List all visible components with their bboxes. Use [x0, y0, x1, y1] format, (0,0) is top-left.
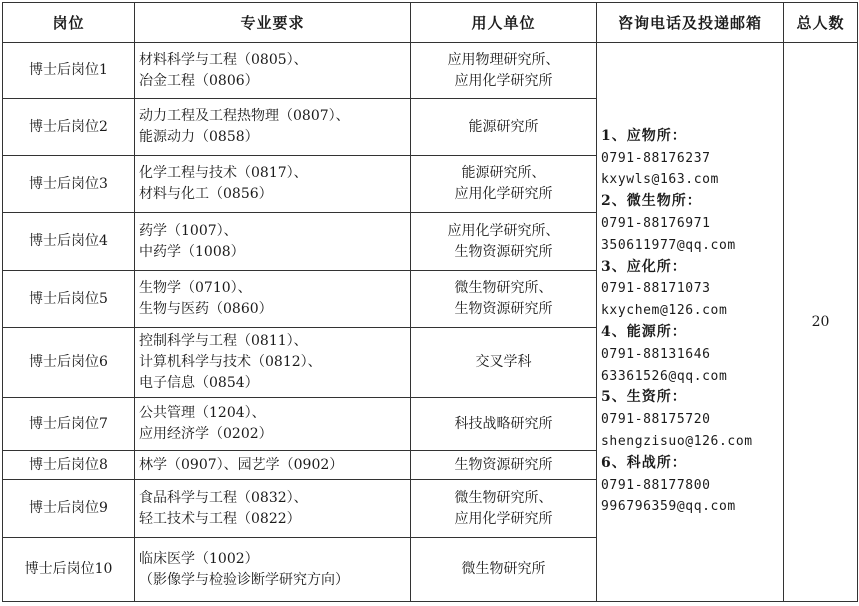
cell-major	[135, 156, 411, 213]
cell-line: 微生物研究所	[461, 561, 546, 577]
contact-phone: 0791-88176971	[601, 216, 711, 232]
cell-unit	[411, 398, 597, 451]
cell-line: 公共管理（1204）、	[139, 405, 266, 421]
cell-line: 材料科学与工程（0805）、	[139, 51, 308, 68]
contact-phone: 0791-88131646	[601, 346, 711, 362]
contact-label: 3、应化所：	[601, 258, 687, 275]
cell-line: 生物资源研究所	[454, 301, 553, 317]
cell-line: 生物资源研究所	[454, 456, 553, 473]
cell-major	[135, 328, 411, 398]
cell-major	[135, 398, 411, 451]
table-body	[3, 43, 858, 602]
cell-line: 生物与医药（0860）	[139, 301, 273, 317]
header-position: 岗位	[3, 3, 135, 43]
cell-major	[135, 43, 411, 99]
contact-label: 2、微生物所：	[601, 193, 702, 210]
contact-email: 63361526@qq.com	[601, 368, 728, 384]
cell-line: 科技战略研究所	[454, 415, 553, 432]
cell-position: 博士后岗位9	[3, 480, 135, 538]
contact-label: 4、能源所：	[601, 324, 687, 340]
cell-unit	[411, 43, 597, 99]
cell-unit	[411, 538, 597, 602]
cell-line: 控制科学与工程（0811）、	[139, 333, 308, 349]
contact-email: shengzisuo@126.com	[601, 433, 753, 449]
cell-position: 博士后岗位1	[3, 43, 135, 99]
cell-line: 交叉学科	[475, 354, 532, 370]
contact-phone: 0791-88177800	[601, 477, 711, 493]
cell-line: 能源动力（0858）	[139, 129, 259, 145]
cell-line: 林学（0907）、园艺学（0902）	[139, 456, 344, 473]
contact-email: kxychem@126.com	[601, 303, 728, 319]
postdoc-positions-table	[2, 2, 858, 602]
cell-major	[135, 213, 411, 271]
header-row	[3, 3, 858, 43]
cell-line: 材料与化工（0856）	[139, 186, 273, 202]
cell-line: 轻工技术与工程（0822）	[139, 510, 301, 527]
cell-position: 博士后岗位8	[3, 451, 135, 480]
cell-line: 应用化学研究所	[454, 186, 553, 202]
cell-line: 应用化学研究所	[454, 72, 553, 89]
cell-major	[135, 451, 411, 480]
cell-line: 微生物研究所、	[454, 280, 553, 296]
cell-major	[135, 271, 411, 328]
cell-position: 博士后岗位2	[3, 99, 135, 156]
header-major: 专业要求	[135, 3, 411, 43]
cell-line: 冶金工程（0806）	[139, 72, 259, 89]
contact-label: 5、生资所：	[601, 389, 687, 406]
cell-line: 化学工程与技术（0817）、	[139, 165, 308, 181]
cell-unit	[411, 451, 597, 480]
cell-position: 博士后岗位5	[3, 271, 135, 328]
cell-line: 动力工程及工程热物理（0807）、	[139, 108, 350, 124]
cell-position: 博士后岗位7	[3, 398, 135, 451]
cell-position: 博士后岗位4	[3, 213, 135, 271]
contact-phone: 0791-88171073	[601, 281, 711, 297]
cell-line: 计算机科学与技术（0812）、	[139, 354, 322, 370]
cell-position: 博士后岗位10	[3, 538, 135, 602]
cell-unit	[411, 156, 597, 213]
cell-line: 应用化学研究所	[454, 510, 553, 527]
cell-line: 微生物研究所、	[454, 489, 553, 506]
cell-line: 生物资源研究所	[454, 243, 553, 260]
contact-email: kxywls@163.com	[601, 172, 719, 188]
cell-major	[135, 99, 411, 156]
contact-email: 996796359@qq.com	[601, 499, 736, 515]
cell-line: 电子信息（0854）	[139, 375, 259, 391]
cell-position: 博士后岗位6	[3, 328, 135, 398]
cell-unit	[411, 480, 597, 538]
cell-position: 博士后岗位3	[3, 156, 135, 213]
contact-phone: 0791-88176237	[601, 150, 711, 166]
cell-unit	[411, 99, 597, 156]
cell-unit	[411, 271, 597, 328]
cell-contacts	[597, 43, 784, 602]
cell-line: 临床医学（1002）	[139, 550, 259, 567]
cell-line: 药学（1007）、	[139, 222, 238, 239]
header-contact: 咨询电话及投递邮箱	[597, 3, 784, 43]
cell-major	[135, 538, 411, 602]
contact-label: 1、应物所：	[601, 127, 687, 144]
cell-line: 能源研究所、	[461, 165, 546, 181]
contact-label: 6、科战所：	[601, 454, 687, 471]
header-unit: 用人单位	[411, 3, 597, 43]
cell-line: 食品科学与工程（0832）、	[139, 489, 308, 506]
table-row	[3, 43, 858, 99]
cell-unit	[411, 213, 597, 271]
header-total: 总人数	[784, 3, 858, 43]
cell-total: 20	[784, 43, 858, 602]
cell-line: 应用物理研究所、	[447, 51, 560, 68]
contact-phone: 0791-88175720	[601, 412, 711, 428]
cell-line: 中药学（1008）	[139, 243, 245, 260]
cell-line: 应用经济学（0202）	[139, 426, 273, 442]
cell-line: （影像学与检验诊断学研究方向）	[139, 571, 349, 588]
cell-line: 生物学（0710）、	[139, 280, 252, 296]
cell-major	[135, 480, 411, 538]
cell-unit	[411, 328, 597, 398]
cell-line: 能源研究所	[468, 118, 539, 135]
contact-email: 350611977@qq.com	[601, 237, 736, 253]
cell-line: 应用化学研究所、	[447, 222, 560, 239]
